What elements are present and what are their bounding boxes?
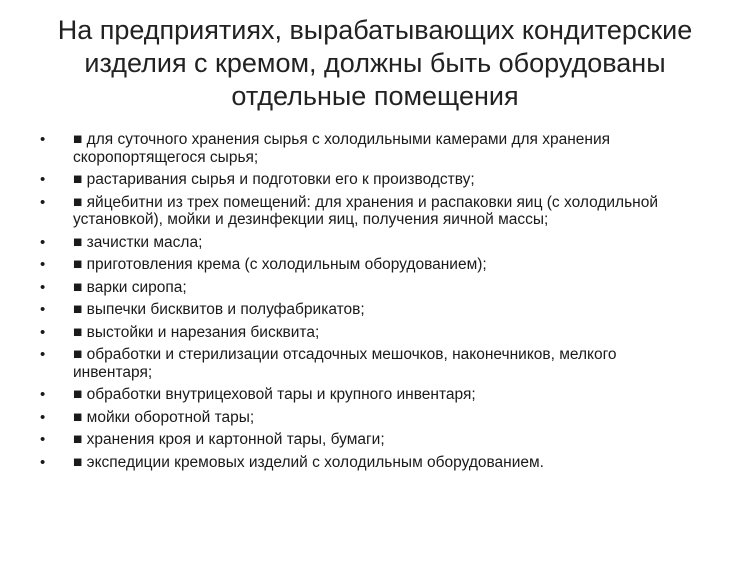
list-item: [40, 386, 690, 404]
list-item-text: ■ обработки внутрицеховой тары и крупного инвентаря;: [73, 386, 476, 403]
bullet-dot-icon: •: [40, 408, 46, 426]
bullet-dot-icon: •: [40, 386, 46, 403]
bullet-dot-icon: •: [40, 171, 46, 188]
list-item-text: ■ обработки и стерилизации отсадочных мешочков, наконечников, мелкого инвентаря;: [73, 346, 617, 381]
list-item: [40, 131, 690, 166]
list-item-text: ■ яйцебитни из трех помещений: для хранения и распаковки яиц (с холодильной установкой), мойки и дезинфекции яиц, получения яичной массы;: [73, 193, 659, 228]
bullet-dot-icon: •: [40, 278, 46, 296]
bullet-list: [40, 131, 690, 476]
slide-title: На предприятиях, вырабатывающих кондитерские изделия с кремом, должны быть оборудованы отдельные помещения: [57, 15, 693, 111]
list-item: [40, 431, 690, 449]
bullet-dot-icon: •: [40, 233, 46, 251]
bullet-dot-icon: •: [40, 453, 46, 471]
bullet-dot-icon: •: [40, 301, 46, 318]
list-item-text: ■ экспедиции кремовых изделий с холодильным оборудованием.: [73, 453, 544, 471]
list-item: [40, 346, 690, 381]
list-item: [40, 301, 690, 319]
list-item: [40, 256, 690, 274]
bullet-dot-icon: •: [40, 323, 46, 341]
list-item: [40, 194, 690, 229]
list-item-text: ■ для суточного хранения сырья с холодильными камерами для хранения скоропортящегося сырья;: [73, 131, 611, 166]
list-item-text: ■ хранения кроя и картонной тары, бумаги;: [73, 431, 385, 448]
list-item: [40, 454, 690, 472]
list-item: [40, 409, 690, 427]
list-item-text: ■ растаривания сырья и подготовки его к производству;: [73, 171, 475, 188]
bullet-dot-icon: •: [40, 131, 46, 148]
bullet-dot-icon: •: [40, 346, 46, 363]
list-item: [40, 279, 690, 297]
list-item: [40, 171, 690, 189]
list-item: [40, 324, 690, 342]
list-item-text: ■ приготовления крема (с холодильным оборудованием);: [73, 256, 487, 273]
bullet-dot-icon: •: [40, 431, 46, 448]
list-item-text: ■ выстойки и нарезания бисквита;: [73, 323, 320, 341]
bullet-dot-icon: •: [40, 193, 46, 211]
list-item-text: ■ мойки оборотной тары;: [73, 408, 255, 426]
list-item-text: ■ выпечки бисквитов и полуфабрикатов;: [73, 301, 365, 318]
list-item-text: ■ варки сиропа;: [73, 278, 187, 296]
list-item: [40, 234, 690, 252]
bullet-dot-icon: •: [40, 256, 46, 273]
list-item-text: ■ зачистки масла;: [73, 233, 203, 251]
